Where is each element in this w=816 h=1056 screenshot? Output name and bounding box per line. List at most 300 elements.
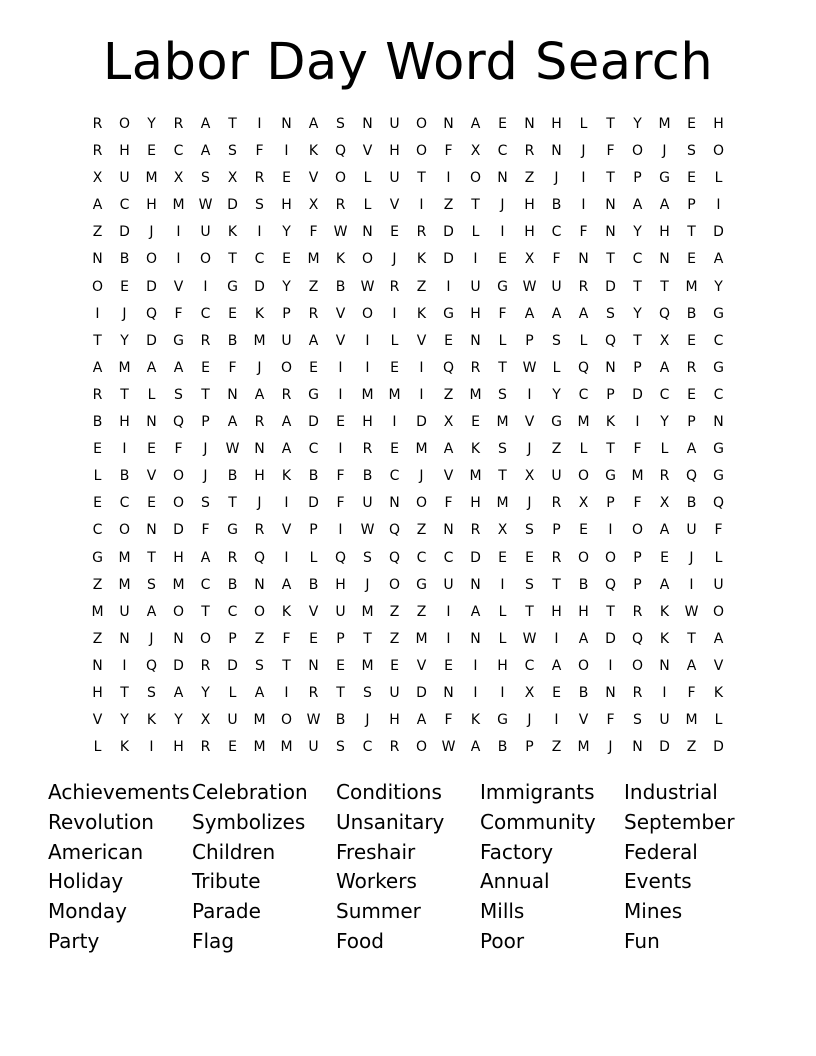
grid-letter: W [225, 441, 240, 458]
word-bank-item: Fun [624, 928, 660, 953]
grid-letter: N [632, 739, 643, 756]
grid-letter: T [471, 197, 480, 214]
grid-letter: R [92, 116, 103, 132]
grid-letter: O [631, 522, 644, 539]
grid-letter: F [633, 441, 642, 458]
grid-letter: R [389, 278, 400, 295]
grid-row [84, 545, 732, 572]
grid-letter: P [633, 549, 642, 566]
grid-letter: J [149, 630, 154, 647]
grid-row [84, 219, 732, 246]
grid-letter: M [685, 712, 698, 729]
grid-letter: T [687, 630, 696, 647]
grid-letter: X [443, 414, 454, 431]
grid-letter: S [174, 386, 183, 403]
grid-letter: E [471, 414, 480, 431]
grid-letter: C [551, 224, 562, 241]
grid-letter: F [498, 305, 507, 322]
grid-letter: O [118, 522, 131, 539]
grid-letter: A [659, 576, 670, 593]
grid-letter: E [444, 657, 453, 674]
grid-letter: U [389, 116, 400, 132]
grid-letter: A [713, 630, 724, 647]
word-bank-item: Freshair [336, 839, 416, 864]
grid-letter: Z [551, 739, 562, 756]
grid-letter: L [147, 386, 156, 403]
grid-letter: K [281, 468, 292, 485]
grid-letter: R [335, 197, 346, 214]
grid-letter: V [362, 143, 373, 160]
grid-letter: E [93, 495, 102, 512]
grid-letter: X [659, 495, 670, 512]
grid-letter: H [713, 116, 724, 132]
grid-letter: D [470, 549, 481, 566]
grid-letter: K [713, 684, 724, 701]
grid-letter: G [551, 414, 562, 431]
grid-row [84, 192, 732, 219]
grid-letter: D [146, 332, 157, 349]
word-bank-item: Tribute [192, 869, 261, 894]
grid-letter: O [334, 170, 347, 187]
grid-letter: M [253, 332, 266, 349]
grid-letter: M [361, 657, 374, 674]
grid-letter: F [444, 712, 453, 729]
grid-letter: B [119, 251, 130, 268]
page-title: Labor Day Word Search [102, 33, 714, 92]
grid-letter: C [92, 522, 103, 539]
grid-letter: I [446, 630, 451, 647]
grid-letter: C [659, 386, 670, 403]
grid-letter: A [281, 441, 292, 458]
word-bank-item: Symbolizes [192, 809, 306, 834]
grid-letter: E [390, 224, 399, 241]
grid-letter: L [363, 170, 372, 187]
word-bank-item: Children [192, 839, 276, 864]
grid-letter: B [308, 576, 319, 593]
grid-letter: Y [174, 712, 183, 729]
grid-letter: A [578, 305, 589, 322]
grid-letter: L [579, 116, 588, 132]
word-bank-item: Holiday [48, 869, 124, 894]
grid-letter: L [579, 332, 588, 349]
grid-letter: D [659, 739, 670, 756]
grid-letter: V [335, 332, 346, 349]
grid-letter: J [662, 143, 667, 160]
grid-letter: O [253, 603, 266, 620]
grid-letter: I [554, 630, 559, 647]
grid-letter: X [578, 495, 589, 512]
grid-letter: J [608, 739, 613, 756]
grid-letter: U [389, 170, 400, 187]
grid-letter: R [254, 414, 265, 431]
grid-letter: B [308, 468, 319, 485]
grid-letter: Q [685, 468, 698, 485]
grid-letter: A [281, 414, 292, 431]
grid-letter: D [173, 657, 184, 674]
grid-letter: O [118, 116, 131, 132]
grid-letter: H [119, 414, 130, 431]
grid-letter: H [659, 224, 670, 241]
grid-letter: I [284, 495, 289, 512]
grid-letter: O [712, 143, 725, 160]
grid-letter: S [363, 684, 372, 701]
grid-letter: G [605, 468, 616, 485]
grid-letter: P [336, 630, 345, 647]
grid-letter: G [416, 576, 427, 593]
grid-letter: J [419, 468, 424, 485]
grid-letter: B [119, 468, 130, 485]
grid-letter: O [361, 251, 374, 268]
grid-letter: K [659, 630, 670, 647]
grid-letter: E [498, 116, 507, 132]
grid-letter: P [201, 414, 210, 431]
grid-letter: H [335, 576, 346, 593]
grid-letter: M [496, 414, 509, 431]
grid-letter: N [362, 116, 373, 132]
grid-letter: M [685, 278, 698, 295]
grid-row [84, 626, 732, 653]
grid-letter: O [172, 603, 185, 620]
grid-letter: I [176, 251, 181, 268]
grid-letter: I [365, 332, 370, 349]
grid-letter: U [713, 576, 724, 593]
grid-letter: E [390, 657, 399, 674]
grid-letter: J [500, 197, 505, 214]
grid-letter: A [281, 576, 292, 593]
grid-letter: I [500, 576, 505, 593]
grid-letter: Q [145, 657, 158, 674]
grid-letter: B [686, 305, 697, 322]
grid-letter: N [146, 522, 157, 539]
grid-letter: V [713, 657, 724, 674]
grid-letter: T [147, 549, 156, 566]
grid-letter: G [713, 305, 724, 322]
grid-letter: D [443, 224, 454, 241]
grid-letter: M [415, 630, 428, 647]
grid-letter: E [228, 739, 237, 756]
grid-letter: D [308, 414, 319, 431]
grid-letter: R [416, 224, 427, 241]
grid-letter: Z [416, 278, 427, 295]
word-bank-item: Achievements [48, 780, 190, 804]
grid-letter: E [687, 386, 696, 403]
grid-row [84, 138, 732, 165]
grid-letter: K [227, 224, 238, 241]
grid-letter: P [606, 495, 615, 512]
grid-letter: T [633, 332, 642, 349]
grid-letter: A [227, 414, 238, 431]
grid-letter: J [527, 712, 532, 729]
grid-letter: B [578, 576, 589, 593]
grid-letter: E [525, 549, 534, 566]
grid-letter: N [497, 170, 508, 187]
grid-letter: W [522, 359, 537, 376]
grid-letter: K [119, 739, 130, 756]
grid-letter: L [363, 197, 372, 214]
grid-letter: Z [416, 522, 427, 539]
grid-letter: A [200, 143, 211, 160]
grid-row [84, 680, 732, 707]
grid-letter: K [416, 305, 427, 322]
grid-letter: J [554, 170, 559, 187]
grid-letter: J [527, 495, 532, 512]
grid-letter: E [309, 359, 318, 376]
grid-letter: L [552, 359, 561, 376]
grid-letter: Z [443, 386, 454, 403]
grid-letter: W [441, 739, 456, 756]
grid-letter: E [93, 441, 102, 458]
grid-letter: X [227, 170, 238, 187]
grid-row [84, 165, 732, 192]
word-bank-item: Revolution [48, 809, 154, 834]
grid-letter: U [119, 603, 130, 620]
grid-letter: Q [658, 305, 671, 322]
grid-letter: W [684, 603, 699, 620]
grid-letter: O [280, 712, 293, 729]
grid-letter: Z [389, 630, 400, 647]
grid-letter: T [552, 576, 561, 593]
grid-letter: C [713, 386, 724, 403]
word-bank-item: Celebration [192, 780, 308, 804]
grid-letter: T [498, 359, 507, 376]
grid-letter: L [93, 468, 102, 485]
grid-letter: M [469, 386, 482, 403]
grid-letter: R [308, 305, 319, 322]
grid-letter: B [551, 197, 562, 214]
grid-letter: E [120, 278, 129, 295]
grid-letter: H [362, 414, 373, 431]
grid-letter: S [336, 116, 345, 132]
grid-row [84, 490, 732, 517]
grid-letter: O [172, 468, 185, 485]
grid-letter: F [255, 143, 264, 160]
grid-letter: N [659, 251, 670, 268]
word-bank-item: September [624, 809, 735, 834]
grid-letter: M [658, 116, 671, 132]
grid-letter: M [118, 549, 131, 566]
grid-letter: V [308, 603, 319, 620]
grid-letter: T [282, 657, 291, 674]
grid-letter: G [227, 522, 238, 539]
grid-letter: I [473, 251, 478, 268]
grid-letter: R [362, 441, 373, 458]
grid-letter: E [390, 441, 399, 458]
grid-letter: T [120, 386, 129, 403]
grid-letter: T [228, 495, 237, 512]
grid-letter: T [687, 224, 696, 241]
grid-letter: P [228, 630, 237, 647]
grid-letter: C [200, 576, 211, 593]
grid-letter: I [338, 386, 343, 403]
grid-letter: F [309, 224, 318, 241]
grid-letter: Y [660, 414, 669, 431]
grid-letter: O [415, 143, 428, 160]
grid-letter: C [362, 739, 373, 756]
grid-letter: N [92, 657, 103, 674]
grid-letter: R [470, 359, 481, 376]
grid-letter: L [498, 603, 507, 620]
grid-letter: S [498, 386, 507, 403]
word-bank-item: Workers [336, 869, 417, 894]
grid-letter: N [362, 224, 373, 241]
grid-letter: N [308, 657, 319, 674]
grid-letter: G [443, 305, 454, 322]
grid-letter: R [470, 522, 481, 539]
grid-letter: X [470, 143, 481, 160]
grid-letter: A [659, 522, 670, 539]
grid-letter: T [606, 116, 615, 132]
grid-letter: J [122, 305, 127, 322]
word-bank [48, 778, 788, 957]
grid-letter: J [581, 143, 586, 160]
grid-letter: R [524, 143, 535, 160]
grid-letter: L [471, 224, 480, 241]
grid-letter: M [361, 386, 374, 403]
grid-letter: J [392, 251, 397, 268]
grid-letter: E [147, 441, 156, 458]
grid-letter: M [415, 441, 428, 458]
grid-letter: N [470, 576, 481, 593]
grid-letter: G [308, 386, 319, 403]
grid-letter: O [712, 603, 725, 620]
grid-letter: M [253, 739, 266, 756]
word-bank-item: Unsanitary [336, 809, 445, 834]
grid-letter: F [336, 468, 345, 485]
grid-letter: R [686, 359, 697, 376]
grid-letter: M [91, 603, 104, 620]
grid-letter: R [578, 278, 589, 295]
grid-letter: C [713, 332, 724, 349]
grid-letter: E [687, 251, 696, 268]
grid-letter: D [308, 495, 319, 512]
grid-letter: T [120, 684, 129, 701]
grid-row [84, 572, 732, 599]
grid-letter: A [254, 386, 265, 403]
grid-letter: M [631, 468, 644, 485]
grid-letter: I [662, 684, 667, 701]
grid-letter: A [146, 359, 157, 376]
grid-letter: I [284, 684, 289, 701]
grid-letter: A [308, 116, 319, 132]
grid-letter: F [444, 143, 453, 160]
grid-letter: N [389, 495, 400, 512]
grid-letter: H [470, 495, 481, 512]
word-bank-item: Mills [480, 899, 525, 924]
word-bank-item: Industrial [624, 780, 718, 804]
grid-letter: E [687, 116, 696, 132]
grid-letter: X [92, 170, 103, 187]
grid-letter: O [631, 657, 644, 674]
word-bank-item: Federal [624, 839, 698, 864]
grid-letter: B [335, 712, 346, 729]
grid-letter: T [606, 170, 615, 187]
grid-letter: V [146, 468, 157, 485]
grid-letter: C [173, 143, 184, 160]
grid-letter: V [389, 197, 400, 214]
grid-row [84, 328, 732, 355]
grid-letter: O [415, 116, 428, 132]
word-bank-item: Events [624, 869, 692, 894]
grid-letter: N [254, 441, 265, 458]
grid-letter: Y [552, 386, 561, 403]
grid-letter: D [416, 684, 427, 701]
grid-letter: L [714, 170, 723, 187]
grid-letter: N [578, 251, 589, 268]
grid-letter: L [579, 441, 588, 458]
grid-letter: G [659, 170, 670, 187]
grid-letter: A [686, 441, 697, 458]
grid-letter: N [443, 522, 454, 539]
grid-letter: I [284, 143, 289, 160]
grid-letter: T [201, 603, 210, 620]
grid-letter: N [713, 414, 724, 431]
grid-letter: Z [92, 224, 103, 241]
grid-letter: U [362, 495, 373, 512]
grid-letter: I [419, 386, 424, 403]
grid-letter: L [309, 549, 318, 566]
grid-letter: Q [334, 143, 347, 160]
grid-letter: F [201, 522, 210, 539]
grid-letter: X [173, 170, 184, 187]
grid-letter: O [577, 468, 590, 485]
grid-letter: A [92, 359, 103, 376]
grid-letter: I [419, 359, 424, 376]
grid-letter: D [119, 224, 130, 241]
grid-letter: Q [253, 549, 266, 566]
grid-letter: P [309, 522, 318, 539]
grid-letter: E [147, 143, 156, 160]
grid-letter: E [390, 359, 399, 376]
grid-letter: H [470, 305, 481, 322]
grid-letter: A [92, 197, 103, 214]
grid-letter: H [551, 116, 562, 132]
grid-letter: L [93, 739, 102, 756]
grid-letter: Q [388, 549, 401, 566]
grid-letter: N [443, 684, 454, 701]
grid-letter: D [605, 630, 616, 647]
grid-letter: F [174, 305, 183, 322]
word-bank-item: Immigrants [480, 780, 595, 804]
grid-letter: C [227, 603, 238, 620]
grid-letter: T [336, 684, 345, 701]
grid-letter: E [687, 170, 696, 187]
grid-letter: F [606, 712, 615, 729]
grid-letter: E [444, 332, 453, 349]
grid-letter: B [92, 414, 103, 431]
grid-letter: I [581, 170, 586, 187]
grid-letter: E [201, 359, 210, 376]
grid-letter: S [633, 712, 642, 729]
grid-letter: Y [633, 116, 642, 132]
word-bank-item: American [48, 839, 144, 864]
grid-row [84, 301, 732, 328]
grid-letter: Y [633, 224, 642, 241]
grid-letter: P [606, 386, 615, 403]
grid-letter: S [363, 549, 372, 566]
grid-letter: U [200, 224, 211, 241]
letter-grid [84, 111, 732, 761]
grid-letter: S [687, 143, 696, 160]
grid-letter: A [308, 332, 319, 349]
grid-letter: B [227, 576, 238, 593]
grid-letter: O [415, 495, 428, 512]
grid-letter: H [119, 143, 130, 160]
grid-letter: J [203, 441, 208, 458]
grid-letter: D [713, 739, 724, 756]
word-bank-item: Conditions [336, 780, 442, 804]
grid-letter: W [522, 630, 537, 647]
word-bank-item: Annual [480, 869, 550, 894]
